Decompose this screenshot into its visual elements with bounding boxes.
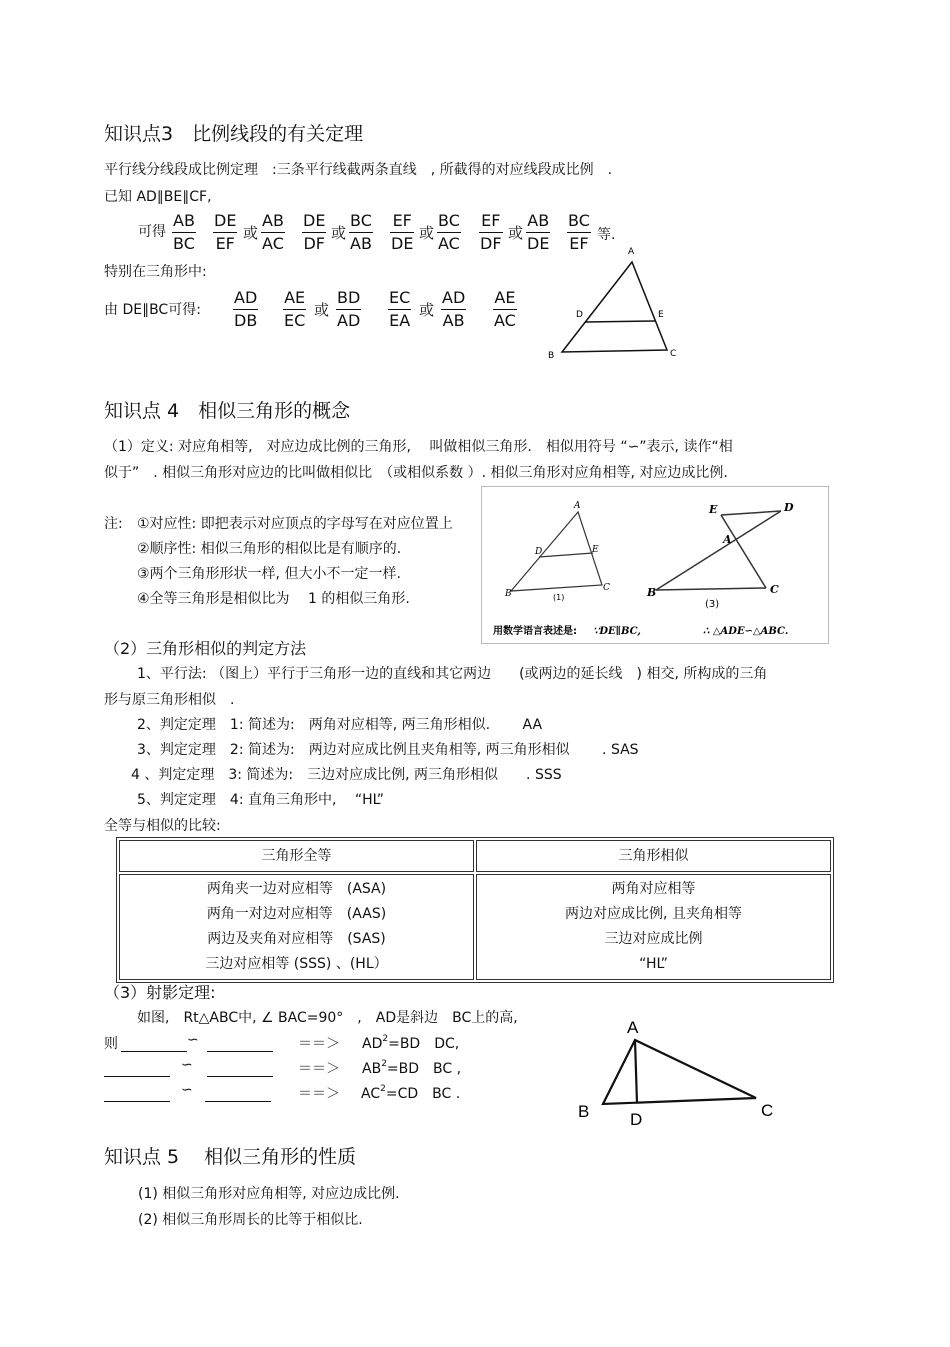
- table-header-congruent: 三角形全等: [119, 840, 474, 872]
- label-b: B: [548, 351, 555, 361]
- rt-label-d: D: [630, 1110, 643, 1129]
- table-line: “HL”: [639, 956, 668, 972]
- or-word: 或: [314, 301, 330, 319]
- table-line: 三边对应成比例: [604, 931, 703, 947]
- note-item: ③两个三角形形状一样, 但大小不一定一样.: [137, 566, 401, 582]
- fig1-label-d: D: [535, 547, 543, 557]
- table-line: 两边及夹角对应相等 (SAS): [207, 931, 386, 947]
- kp3-special: 特别在三角形中:: [104, 264, 207, 280]
- kp4-title: 知识点 4 相似三角形的概念: [104, 400, 351, 422]
- blank-line: [104, 1087, 170, 1102]
- fig2-caption: (3): [705, 599, 720, 610]
- fig1-label-c: C: [603, 583, 610, 593]
- implies-arrow: ＝＝＞: [298, 1061, 340, 1077]
- label-e: E: [658, 310, 664, 320]
- projection-result: $AB^2=BD$ BC ,: [362, 1059, 462, 1077]
- fraction: $\frac{EF}{DE}$: [391, 211, 414, 253]
- etc-word: 等.: [597, 227, 616, 243]
- projection-statement: 如图, Rt△ABC中, ∠ BAC=90° , AD是斜边 BC上的高,: [137, 1010, 518, 1026]
- table-line: 两角对应相等: [611, 881, 696, 897]
- method-1-line2: 形与原三角形相似 .: [104, 692, 235, 708]
- blank-line: [104, 1062, 170, 1077]
- fraction: $\frac{AD}{AB}$: [442, 288, 466, 330]
- table-line: 三边对应相等 (SSS) 、(HL）: [205, 956, 388, 972]
- method-2: 2、判定定理 1: 简述为: 两角对应相等, 两三角形相似. AA: [137, 717, 543, 733]
- fraction: $\frac{BC}{EF}$: [568, 211, 590, 253]
- method-1-line1: 1、平行法: （图上）平行于三角形一边的直线和其它两边 (或两边的延长线 ) 相交, 所构成的三角: [137, 666, 768, 682]
- fraction: $\frac{AB}{BC}$: [173, 211, 195, 253]
- fig2-label-a: A: [723, 533, 732, 546]
- note-label: 注:: [104, 516, 123, 532]
- fig1-label-e: E: [592, 545, 599, 555]
- note-item: ④全等三角形是相似比为 1 的相似三角形.: [137, 591, 410, 607]
- methods-title: （2）三角形相似的判定方法: [104, 639, 307, 658]
- label-d: D: [576, 310, 583, 320]
- fraction: $\frac{AD}{DB}$: [234, 288, 258, 330]
- rt-label-c: C: [761, 1101, 774, 1120]
- fig2-label-e: E: [709, 503, 718, 516]
- blank-line: [207, 1062, 273, 1077]
- blank-line: [207, 1037, 273, 1052]
- fraction: $\frac{AE}{AC}$: [494, 288, 516, 330]
- blank-line: [121, 1037, 187, 1052]
- fraction: $\frac{DE}{DF}$: [303, 211, 326, 253]
- table-line: 两角夹一边对应相等 (ASA): [206, 881, 387, 897]
- or-word: 或: [508, 224, 524, 242]
- kp4-def-line2: 似于” . 相似三角形对应边的比叫做相似比 （或相似系数 ）. 相似三角形对应角相等, 对应边成比例.: [104, 465, 728, 481]
- rt-label-a: A: [627, 1018, 639, 1037]
- right-triangle-figure: [570, 1010, 790, 1135]
- fraction: $\frac{BD}{AD}$: [337, 288, 361, 330]
- fraction: $\frac{BC}{AC}$: [438, 211, 460, 253]
- fraction: $\frac{EF}{DF}$: [480, 211, 502, 253]
- or-word: 或: [331, 224, 347, 242]
- kp3-given: 已知 AD∥BE∥CF,: [104, 189, 212, 205]
- similar-triangles-figure: [481, 486, 829, 644]
- kp5-item: (2) 相似三角形周长的比等于相似比.: [138, 1212, 363, 1228]
- fraction: $\frac{AE}{EC}$: [284, 288, 306, 330]
- figure-expression-given: ∵DE∥BC,: [593, 626, 641, 637]
- label-c: C: [670, 349, 677, 359]
- fig2-label-d: D: [784, 501, 794, 514]
- kp3-deduce: 可得: [138, 224, 166, 240]
- table-line: 两边对应成比例, 且夹角相等: [565, 906, 742, 922]
- fig2-label-c: C: [770, 583, 779, 596]
- fraction: $\frac{DE}{EF}$: [214, 211, 237, 253]
- kp5-item: (1) 相似三角形对应角相等, 对应边成比例.: [138, 1186, 400, 1202]
- fraction: $\frac{AB}{DE}$: [527, 211, 550, 253]
- triangle-figure-de-bc: [540, 240, 690, 365]
- figure-expression-then: ∴ △ADE∽△ABC.: [703, 626, 789, 637]
- kp3-by: 由 DE∥BC可得:: [104, 302, 201, 318]
- implies-arrow: ＝＝＞: [298, 1086, 340, 1102]
- compare-label: 全等与相似的比较:: [104, 818, 221, 834]
- figure-expression-prefix: 用数学语言表述是:: [493, 626, 577, 637]
- kp4-def-line1: （1）定义: 对应角相等, 对应边成比例的三角形, 叫做相似三角形. 相似用符号 “∽”表示, 读作“相: [104, 439, 733, 455]
- similar-symbol: ∽: [181, 1057, 193, 1073]
- fraction: $\frac{AB}{AC}$: [262, 211, 284, 253]
- similar-symbol: ∽: [187, 1032, 199, 1048]
- similar-symbol: ∽: [181, 1082, 193, 1098]
- table-cell-similar: [476, 874, 831, 980]
- fig1-caption: (1): [553, 593, 565, 602]
- kp3-title: 知识点3 比例线段的有关定理: [104, 123, 364, 145]
- table-line: 两角一对边对应相等 (AAS): [206, 906, 387, 922]
- fraction: $\frac{EC}{EA}$: [389, 288, 411, 330]
- kp5-title: 知识点 5 相似三角形的性质: [104, 1146, 357, 1168]
- note-item: ①对应性: 即把表示对应顶点的字母写在对应位置上: [137, 516, 453, 532]
- rt-label-b: B: [578, 1102, 590, 1121]
- then-word: 则: [104, 1036, 118, 1052]
- or-word: 或: [243, 224, 259, 242]
- method-4: 4 、判定定理 3: 简述为: 三边对应成比例, 两三角形相似 . SSS: [131, 767, 562, 783]
- table-header-similar: 三角形相似: [476, 840, 831, 872]
- projection-result: $AD^2=BD$ DC,: [362, 1034, 460, 1052]
- or-word: 或: [419, 301, 435, 319]
- comparison-table: [116, 837, 834, 983]
- note-item: ②顺序性: 相似三角形的相似比是有顺序的.: [137, 541, 402, 557]
- or-word: 或: [419, 224, 435, 242]
- projection-result: $AC^2=CD$ BC .: [361, 1084, 461, 1102]
- fraction: $\frac{BC}{AB}$: [350, 211, 372, 253]
- kp3-theorem: 平行线分线段成比例定理 :三条平行线截两条直线 , 所截得的对应线段成比例 .: [104, 162, 613, 178]
- table-cell-congruent: [119, 874, 474, 980]
- fig1-label-b: B: [505, 589, 512, 599]
- projection-title: （3）射影定理:: [104, 983, 216, 1002]
- label-a: A: [628, 247, 635, 257]
- method-5: 5、判定定理 4: 直角三角形中, “HL”: [137, 792, 385, 808]
- implies-arrow: ＝＝＞: [298, 1036, 340, 1052]
- fig1-label-a: A: [574, 501, 581, 511]
- blank-line: [205, 1087, 271, 1102]
- fig2-label-b: B: [647, 586, 657, 599]
- method-3: 3、判定定理 2: 简述为: 两边对应成比例且夹角相等, 两三角形相似 . SAS: [137, 742, 639, 758]
